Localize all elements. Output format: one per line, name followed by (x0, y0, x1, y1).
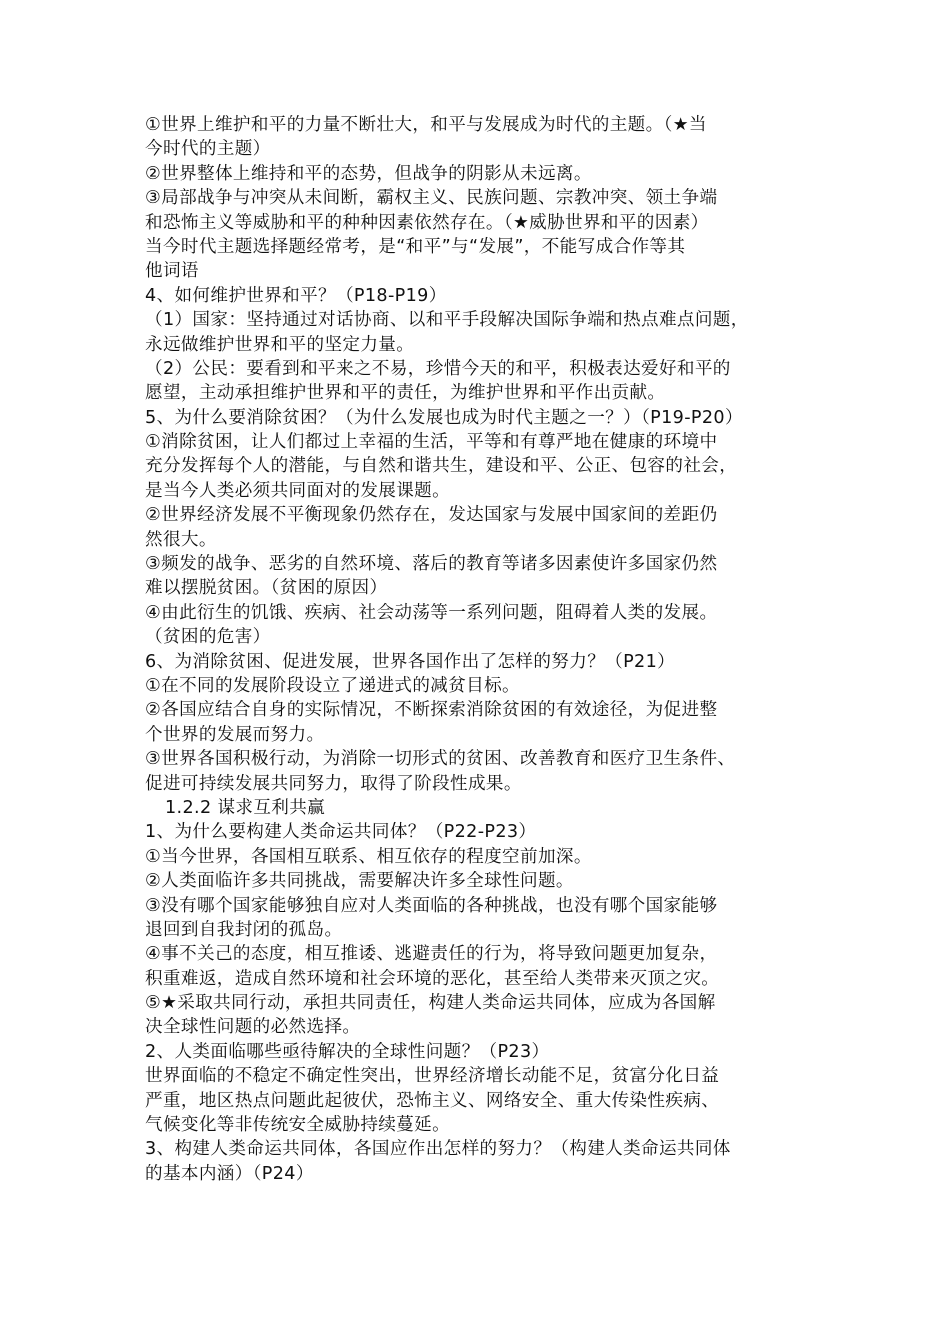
question-heading: 2、人类面临哪些亟待解决的全球性问题？（P23） (145, 1041, 550, 1062)
text-line: 世界面临的不稳定不确定性突出，世界经济增长动能不足，贫富分化日益 (145, 1066, 720, 1087)
text-line: 难以摆脱贫困。（贫困的原因） (145, 578, 388, 599)
text-line: ①世界上维护和平的力量不断壮大，和平与发展成为时代的主题。（★当 (145, 115, 707, 135)
text-line: 退回到自我封闭的孤岛。 (145, 919, 343, 940)
text-line: 当今时代主题选择题经常考，是“和平”与“发展”，不能写成合作等其 (145, 236, 686, 257)
text-line: 个世界的发展而努力。 (145, 724, 325, 745)
text-line: 的基本内涵）（P24） (145, 1163, 314, 1184)
document-body (145, 113, 815, 1186)
text-line: ④由此衍生的饥饿、疾病、社会动荡等一系列问题，阻碍着人类的发展。 (145, 602, 718, 623)
text-line: 愿望，主动承担维护世界和平的责任，为维护世界和平作出贡献。 (145, 383, 666, 404)
text-line: ①消除贫困，让人们都过上幸福的生活，平等和有尊严地在健康的环境中 (145, 432, 718, 453)
text-line: 决全球性问题的必然选择。 (145, 1017, 361, 1038)
question-heading: 4、如何维护世界和平？（P18-P19） (145, 285, 447, 306)
text-line: 然很大。 (145, 529, 217, 550)
section-heading: 1.2.2 谋求互利共赢 (165, 797, 326, 818)
text-line: ③世界各国积极行动，为消除一切形式的贫困、改善教育和医疗卫生条件、 (145, 749, 736, 770)
text-line: ②世界经济发展不平衡现象仍然存在，发达国家与发展中国家间的差距仍 (145, 505, 718, 526)
text-line: ②世界整体上维持和平的态势，但战争的阴影从未远离。 (145, 163, 592, 184)
text-line: ③没有哪个国家能够独自应对人类面临的各种挑战，也没有哪个国家能够 (145, 895, 718, 916)
text-line: （1）国家：坚持通过对话协商、以和平手段解决国际争端和热点难点问题， (145, 310, 749, 331)
text-line: 充分发挥每个人的潜能，与自然和谐共生，建设和平、公正、包容的社会， (145, 456, 738, 477)
text-line: ③频发的战争、恶劣的自然环境、落后的教育等诸多因素使许多国家仍然 (145, 554, 718, 575)
text-line: 积重难返，造成自然环境和社会环境的恶化，甚至给人类带来灭顶之灾。 (145, 968, 720, 989)
text-line: 促进可持续发展共同努力，取得了阶段性成果。 (145, 773, 522, 794)
text-line: ②人类面临许多共同挑战，需要解决许多全球性问题。 (145, 871, 574, 892)
text-line: 气候变化等非传统安全威胁持续蔓延。 (145, 1115, 451, 1136)
text-line: ⑤★采取共同行动，承担共同责任，构建人类命运共同体，应成为各国解 (145, 993, 716, 1014)
text-line: ①当今世界，各国相互联系、相互依存的程度空前加深。 (145, 846, 592, 867)
text-line: 永远做维护世界和平的坚定力量。 (145, 334, 415, 355)
text-line: ④事不关己的态度，相互推诿、逃避责任的行为，将导致问题更加复杂， (145, 944, 718, 965)
text-line: （贫困的危害） (145, 627, 271, 648)
text-line: 今时代的主题） (145, 139, 271, 160)
text-line: ①在不同的发展阶段设立了递进式的减贫目标。 (145, 675, 520, 696)
text-line: （2）公民：要看到和平来之不易，珍惜今天的和平，积极表达爱好和平的 (145, 358, 731, 379)
question-heading: 6、为消除贫困、促进发展，世界各国作出了怎样的努力？（P21） (145, 651, 676, 672)
question-heading: 5、为什么要消除贫困？（为什么发展也成为时代主题之一？）（P19-P20） (145, 407, 743, 428)
question-heading: 1、为什么要构建人类命运共同体？（P22-P23） (145, 822, 537, 843)
text-line: 严重，地区热点问题此起彼伏，恐怖主义、网络安全、重大传染性疾病、 (145, 1090, 720, 1111)
question-heading: 3、构建人类命运共同体，各国应作出怎样的努力？（构建人类命运共同体 (145, 1139, 731, 1160)
text-line: ②各国应结合自身的实际情况，不断探索消除贫困的有效途径，为促进整 (145, 700, 718, 721)
text-line: 他词语 (145, 261, 199, 282)
text-line: 和恐怖主义等威胁和平的种种因素依然存在。（★威胁世界和平的因素） (145, 212, 709, 233)
text-line: 是当今人类必须共同面对的发展课题。 (145, 480, 451, 501)
text-line: ③局部战争与冲突从未间断，霸权主义、民族问题、宗教冲突、领土争端 (145, 188, 718, 209)
